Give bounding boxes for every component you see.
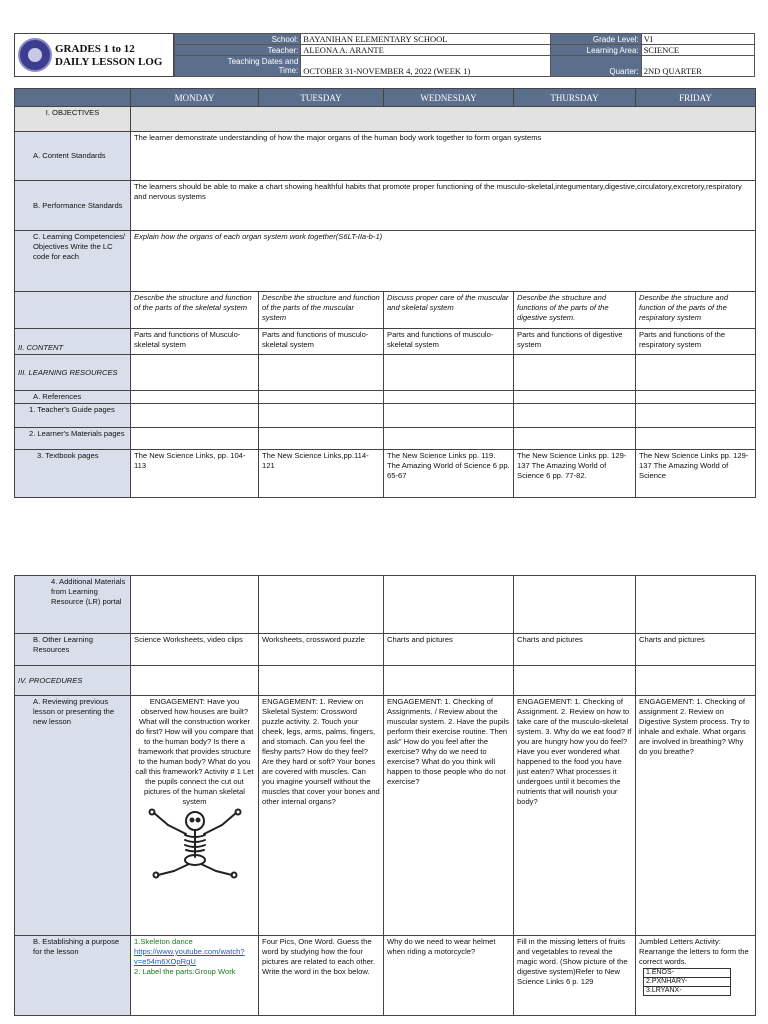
references-thursday [514,391,636,404]
quarter-label: Quarter: [551,56,642,77]
day-header-monday: MONDAY [131,89,259,107]
dll-header [14,33,755,79]
tg-thursday [514,404,636,428]
jumbled-letters-text: Jumbled Letters Activity: Rearrange the letters to form the correct words. [639,937,749,966]
content-wednesday: Parts and functions of musculo-skeletal system [384,329,514,355]
skeleton-dance-item: 1.Skeleton dance [134,937,193,946]
day-header-friday: FRIDAY [636,89,756,107]
day-header-thursday: THURSDAY [514,89,636,107]
tg-wednesday [384,404,514,428]
jumbled-words-box [643,968,731,996]
resources-friday [636,355,756,391]
content-standards-text: The learner demonstrate understanding of how the major organs of the human body work together to form organ systems [131,132,756,181]
other-thursday: Charts and pictures [514,634,636,666]
skeleton-dance-link[interactable]: https://www.youtube.com/watch?v=e54m6XOpRgU [134,947,245,966]
content-monday: Parts and functions of Musculo-skeletal system [131,329,259,355]
procedures-thursday [514,666,636,696]
references-label: A. References [15,391,131,404]
additional-wednesday [384,576,514,634]
review-friday: ENGAGEMENT: 1. Checking of assignment 2. Review on Digestive System process. Try to inhale and exhale. What organs are involved in breathing? Why do you breathe? [636,696,756,936]
resources-wednesday [384,355,514,391]
additional-tuesday [259,576,384,634]
additional-materials-label: 4. Additional Materials from Learning Resource (LR) portal [15,576,131,634]
review-monday-text: ENGAGEMENT: Have you observed how houses are built? What will the construction worker do first? How will you compare that to the human body? Is there a framework that provides structure to the human body? What do you call this framework? Activity # 1 Let the pupils connect the cut out pictures of the human skeletal system [135,697,254,806]
lm-tuesday [259,428,384,450]
other-tuesday: Worksheets, crossword puzzle [259,634,384,666]
tg-friday [636,404,756,428]
resources-tuesday [259,355,384,391]
lc-days-label [15,292,131,329]
review-tuesday: ENGAGEMENT: 1. Review on Skeletal System: Crossword puzzle activity. 2. Touch your cheek, legs, arms, palms, fingers, and stomach. Can you feel the fleshy parts? How do they feel? Are they hard or soft? Your bones are covered with muscles. Can you imagine yourself without the muscles that cover your bones and other internal organs? [259,696,384,936]
textbook-pages-label: 3. Textbook pages [15,450,131,498]
content-standards-label: A. Content Standards [15,132,131,181]
purpose-wednesday: Why do we need to wear helmet when riding a motorcycle? [384,936,514,1016]
reviewing-lesson-label: A. Reviewing previous lesson or presenting the new lesson [15,696,131,936]
jumbled-word-1: 1.ENOS- [644,969,731,978]
deped-logo-box [14,33,174,77]
references-tuesday [259,391,384,404]
grade-value: VI [641,34,754,45]
lc-tuesday: Describe the structure and function of the parts of the muscular system [259,292,384,329]
content-friday: Parts and functions of the respiratory system [636,329,756,355]
dates-label [175,56,301,77]
content-label: II. CONTENT [15,329,131,355]
dll-table-page-2 [14,575,756,1016]
review-monday [131,696,259,936]
other-wednesday: Charts and pictures [384,634,514,666]
references-monday [131,391,259,404]
purpose-monday [131,936,259,1016]
performance-standards-text: The learners should be able to make a chart showing healthful habits that promote proper functioning of the musculo-skeletal,integumentary,digestive,circulatory,excretory,respiratory and nervous systems [131,181,756,231]
procedures-tuesday [259,666,384,696]
learning-competencies-text: Explain how the organs of each organ system work together(S6LT-IIa-b-1) [131,231,756,292]
procedures-label: IV. PROCEDURES [15,666,131,696]
dates-label-line-2: Time: [278,66,299,75]
learning-resources-label: III. LEARNING RESOURCES [15,355,131,391]
purpose-tuesday: Four Pics, One Word. Guess the word by studying how the four pictures are related to each other. Write the word in the box below. [259,936,384,1016]
purpose-friday [636,936,756,1016]
textbook-thursday: The New Science Links pp. 129-137 The Amazing World of Science 6 pp. 77-82. [514,450,636,498]
other-resources-label: B. Other Learning Resources [15,634,131,666]
teacher-label: Teacher: [175,45,301,56]
area-value: SCIENCE [641,45,754,56]
additional-friday [636,576,756,634]
day-header-tuesday: TUESDAY [259,89,384,107]
day-header-blank [15,89,131,107]
dll-table-page-1 [14,88,756,498]
textbook-monday: The New Science Links, pp. 104-113 [131,450,259,498]
school-label: School: [175,34,301,45]
purpose-thursday: Fill in the missing letters of fruits and vegetables to reveal the magic word. (Show picture of the digestive system)Refer to New Science Links 6 p. 129 [514,936,636,1016]
establishing-purpose-label: B. Establishing a purpose for the lesson [15,936,131,1016]
logo-line-1: GRADES 1 to 12 [55,43,135,55]
performance-standards-label: B. Performance Standards [15,181,131,231]
deped-seal-icon [18,38,52,72]
day-header-wednesday: WEDNESDAY [384,89,514,107]
references-friday [636,391,756,404]
lc-wednesday: Discuss proper care of the muscular and skeletal system [384,292,514,329]
other-friday: Charts and pictures [636,634,756,666]
tg-monday [131,404,259,428]
lm-friday [636,428,756,450]
textbook-tuesday: The New Science Links,pp.114-121 [259,450,384,498]
resources-monday [131,355,259,391]
procedures-wednesday [384,666,514,696]
content-thursday: Parts and functions of digestive system [514,329,636,355]
learners-materials-label: 2. Learner's Materials pages [15,428,131,450]
teachers-guide-label: 1. Teacher's Guide pages [15,404,131,428]
procedures-friday [636,666,756,696]
jumbled-word-2: 2.PXNHARY- [644,978,731,987]
lc-monday: Describe the structure and function of the parts of the skeletal system [131,292,259,329]
tg-tuesday [259,404,384,428]
skeleton-illustration [140,807,250,879]
content-tuesday: Parts and functions of musculo-skeletal system [259,329,384,355]
objectives-label: I. OBJECTIVES [15,107,131,132]
lm-wednesday [384,428,514,450]
objectives-cell [131,107,756,132]
area-label: Learning Area: [551,45,642,56]
teacher-value: ALEONA A. ARANTE [301,45,551,56]
procedures-monday [131,666,259,696]
header-info-table [174,33,755,77]
learning-competencies-label: C. Learning Competencies/ Objectives Write the LC code for each [15,231,131,292]
jumbled-word-3: 3.LRYANX- [644,987,731,996]
dates-label-line-1: Teaching Dates and [227,57,299,66]
review-thursday: ENGAGEMENT: 1. Checking of Assignment. 2. Review on how to take care of the musculo-skeletal system. 3. Why do we eat food? If you are hungry how you do feel? Have you ever wondered what happened to the food you have just eaten? What processes it undergoes until it becomes the nutrients that will nourish your body? [514,696,636,936]
additional-monday [131,576,259,634]
references-wednesday [384,391,514,404]
review-wednesday: ENGAGEMENT: 1. Checking of Assignments. / Review about the muscular system. 2. Have the pupils perform their exercise routine. Then ask" How do you feel after the exercise? Why do we need to exercise? What do you think will happen to those people who do not exercise? [384,696,514,936]
other-monday: Science Worksheets, video clips [131,634,259,666]
grade-label: Grade Level: [551,34,642,45]
dates-value: OCTOBER 31-NOVEMBER 4, 2022 (WEEK 1) [301,56,551,77]
logo-line-2: DAILY LESSON LOG [55,56,163,68]
lm-monday [131,428,259,450]
resources-thursday [514,355,636,391]
school-value: BAYANIHAN ELEMENTARY SCHOOL [301,34,551,45]
lc-friday: Describe the structure and function of the parts of the respiratory system [636,292,756,329]
quarter-value: 2ND QUARTER [641,56,754,77]
textbook-wednesday: The New Science Links pp. 119. The Amazing World of Science 6 pp. 65-67 [384,450,514,498]
label-parts-item: 2. Label the parts:Group Work [134,967,236,976]
lc-thursday: Describe the structure and functions of the parts of the digestive system. [514,292,636,329]
lm-thursday [514,428,636,450]
additional-thursday [514,576,636,634]
textbook-friday: The New Science Links pp. 129-137 The Amazing World of Science [636,450,756,498]
